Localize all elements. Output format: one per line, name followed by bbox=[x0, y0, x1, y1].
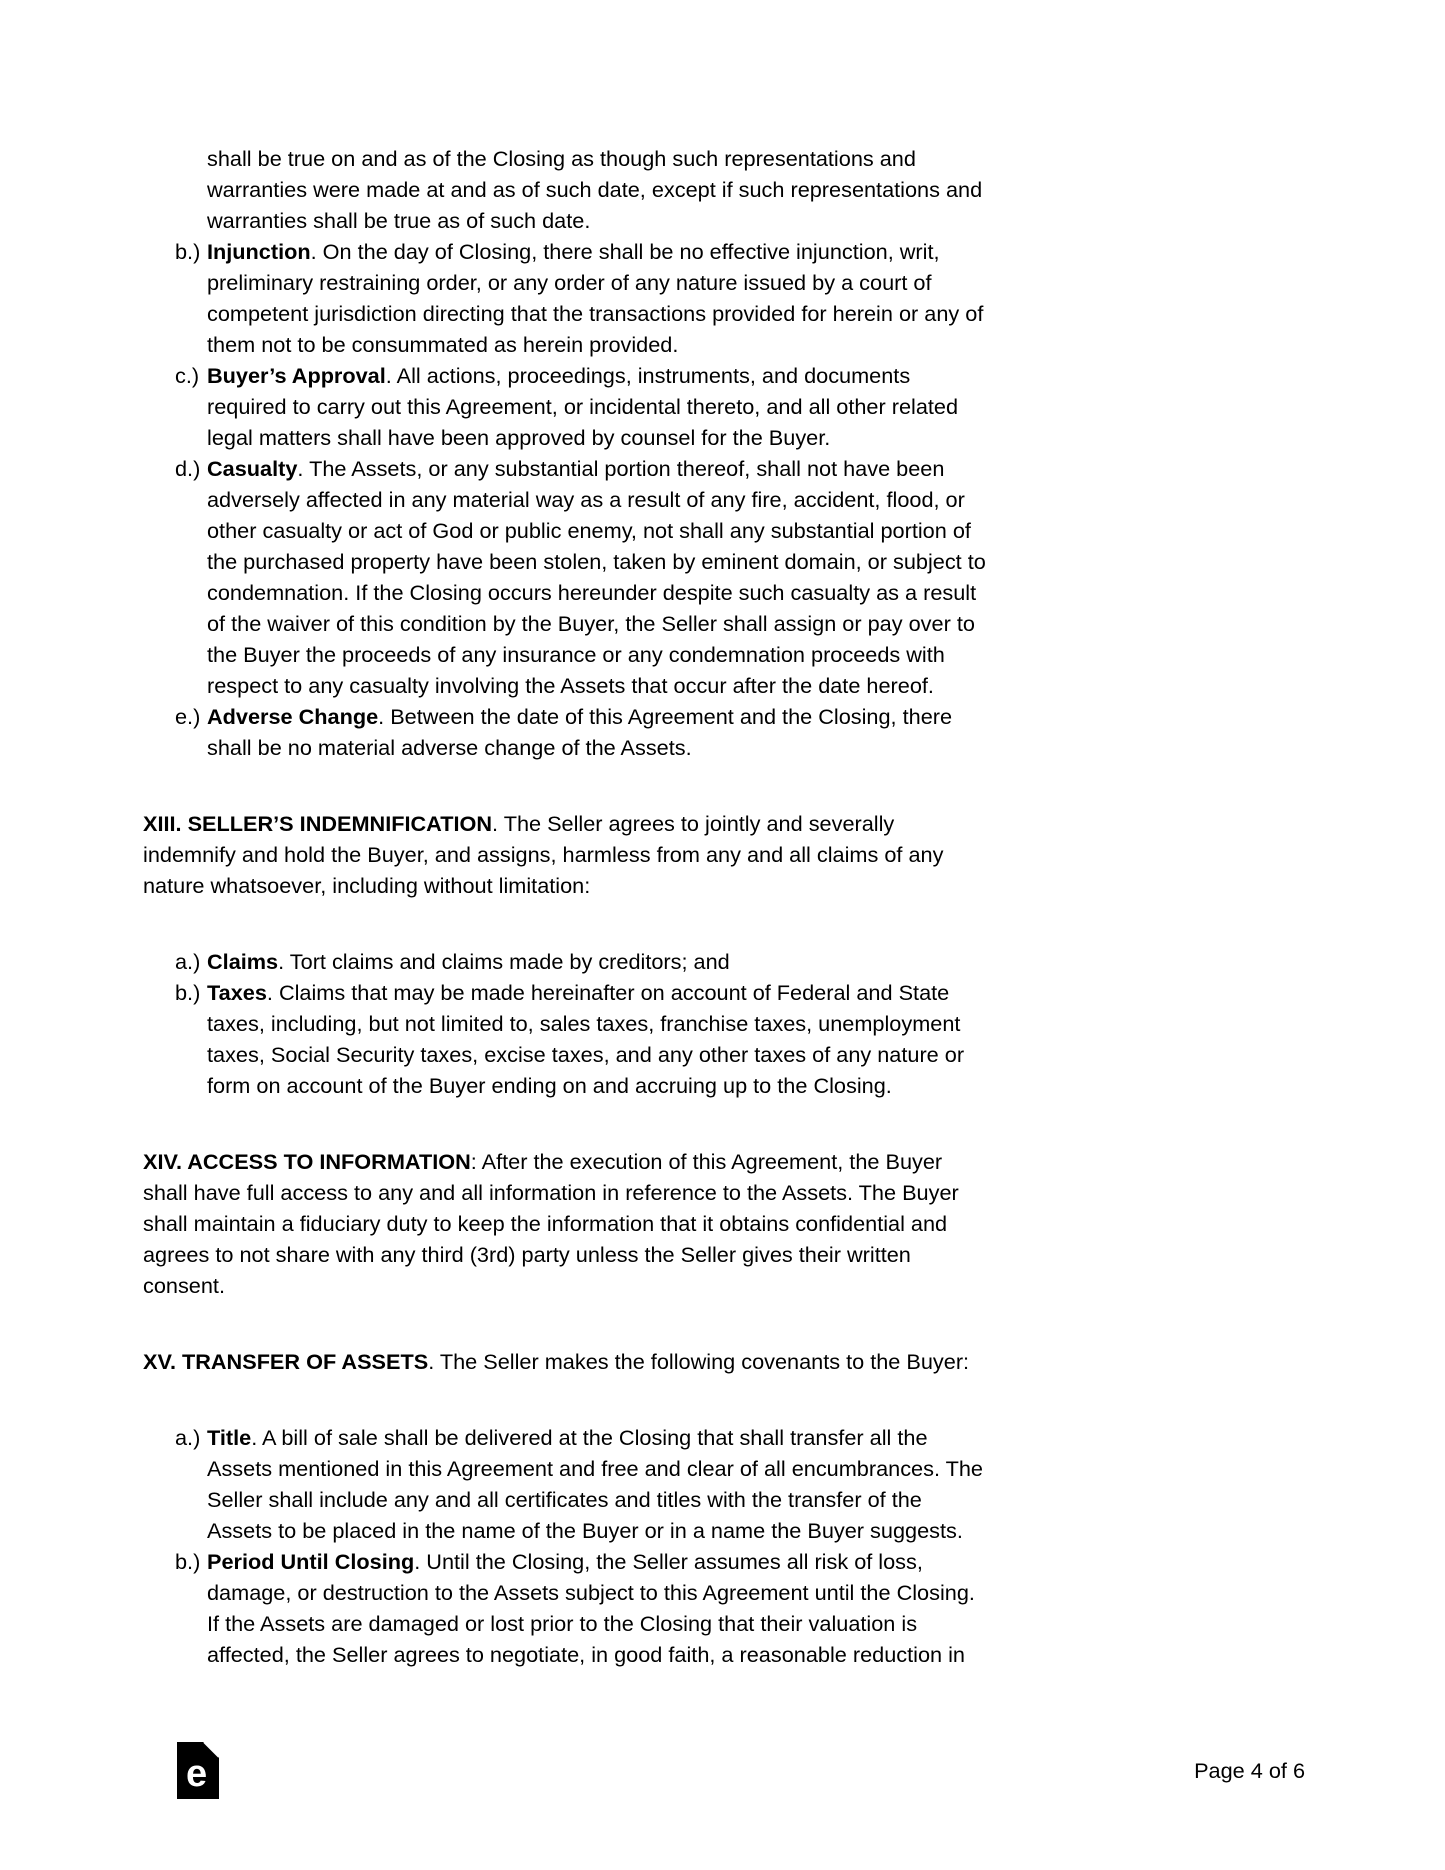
list-item bbox=[143, 977, 1385, 1101]
section-heading-bold: XV. TRANSFER OF ASSETS bbox=[143, 1349, 429, 1374]
eforms-logo-icon bbox=[177, 1742, 219, 1799]
item-label: c.) bbox=[175, 363, 200, 388]
item-term-bold: Adverse Change bbox=[207, 704, 379, 729]
list-item bbox=[143, 360, 1385, 453]
item-term-bold: Taxes bbox=[207, 980, 267, 1005]
logo-letter: e bbox=[186, 1753, 208, 1795]
list-item bbox=[143, 1546, 1385, 1670]
item-text: shall be true on and as of the Closing as though such representations and warranties were made at and as of such date, except if such representations and warranties shall be true as of such date. bbox=[207, 146, 983, 233]
item-text: Adverse Change. Between the date of this Agreement and the Closing, there shall be no material adverse change of the Assets. bbox=[207, 704, 953, 760]
list-item bbox=[143, 1422, 1385, 1546]
item-text: Buyer’s Approval. All actions, proceedings, instruments, and documents required to carry out this Agreement, or incidental thereto, and all other related legal matters shall have been approved by counsel for the Buyer. bbox=[207, 363, 959, 450]
item-text: Title. A bill of sale shall be delivered at the Closing that shall transfer all the Assets mentioned in this Agreement and free and clear of all encumbrances. The Seller shall include any and all certificates and titles with the transfer of the Assets to be placed in the name of the Buyer or in a name the Buyer suggests. bbox=[207, 1425, 983, 1543]
item-label: a.) bbox=[175, 949, 201, 974]
item-label: b.) bbox=[175, 1549, 201, 1574]
item-label: b.) bbox=[175, 980, 201, 1005]
document-content bbox=[143, 143, 1385, 1670]
section-paragraph: XIV. ACCESS TO INFORMATION: After the execution of this Agreement, the Buyer shall have full access to any and all information in reference to the Assets. The Buyer shall maintain a fiduciary duty to keep the information that it obtains confidential and agrees to not share with any third (3rd) party unless the Seller gives their written consent. bbox=[143, 1149, 959, 1298]
item-text: Claims. Tort claims and claims made by creditors; and bbox=[207, 949, 730, 974]
list-block bbox=[143, 1422, 1385, 1670]
list-item bbox=[143, 143, 1385, 236]
item-label: b.) bbox=[175, 239, 201, 264]
item-label: a.) bbox=[175, 1425, 201, 1450]
item-label bbox=[143, 143, 207, 236]
item-term-bold: Casualty bbox=[207, 456, 298, 481]
item-term-bold: Buyer’s Approval bbox=[207, 363, 386, 388]
page-number: Page 4 of 6 bbox=[1194, 1758, 1305, 1783]
list-block bbox=[143, 143, 1385, 763]
section-heading-bold: XIV. ACCESS TO INFORMATION bbox=[143, 1149, 471, 1174]
item-term-bold: Claims bbox=[207, 949, 279, 974]
item-text: Taxes. Claims that may be made hereinafter on account of Federal and State taxes, including, but not limited to, sales taxes, franchise taxes, unemployment taxes, Social Security taxes, excise taxes, and any other taxes of any nature or form on account of the Buyer ending on and accruing up to the Closing. bbox=[207, 980, 965, 1098]
list-item bbox=[143, 453, 1385, 701]
item-label: e.) bbox=[175, 704, 201, 729]
section-heading-bold: XIII. SELLER’S INDEMNIFICATION bbox=[143, 811, 493, 836]
list-item bbox=[143, 701, 1385, 763]
item-label: d.) bbox=[175, 456, 201, 481]
list-item bbox=[143, 236, 1385, 360]
section-paragraph: XV. TRANSFER OF ASSETS. The Seller makes the following covenants to the Buyer: bbox=[143, 1349, 970, 1374]
section-paragraph: XIII. SELLER’S INDEMNIFICATION. The Seller agrees to jointly and severally indemnify and hold the Buyer, and assigns, harmless from any and all claims of any nature whatsoever, including without limitation: bbox=[143, 811, 944, 898]
item-term-bold: Injunction bbox=[207, 239, 311, 264]
list-block bbox=[143, 946, 1385, 1101]
list-item bbox=[143, 946, 1385, 977]
item-term-bold: Period Until Closing bbox=[207, 1549, 415, 1574]
item-text: Casualty. The Assets, or any substantial portion thereof, shall not have been adversely affected in any material way as a result of any fire, accident, flood, or other casualty or act of God or public enemy, not shall any substantial portion of the purchased property have been stolen, taken by eminent domain, or subject to condemnation. If the Closing occurs hereunder despite such casualty as a result of the waiver of this condition by the Buyer, the Seller shall assign or pay over to the Buyer the proceeds of any insurance or any condemnation proceeds with respect to any casualty involving the Assets that occur after the date hereof. bbox=[207, 456, 986, 698]
item-text: Period Until Closing. Until the Closing, the Seller assumes all risk of loss, damage, or destruction to the Assets subject to this Agreement until the Closing. If the Assets are damaged or lost prior to the Closing that their valuation is affected, the Seller agrees to negotiate, in good faith, a reasonable reduction in bbox=[207, 1549, 975, 1667]
item-text: Injunction. On the day of Closing, there shall be no effective injunction, writ, preliminary restraining order, or any order of any nature issued by a court of competent jurisdiction directing that the transactions provided for herein or any of them not to be consummated as herein provided. bbox=[207, 239, 984, 357]
item-term-bold: Title bbox=[207, 1425, 252, 1450]
